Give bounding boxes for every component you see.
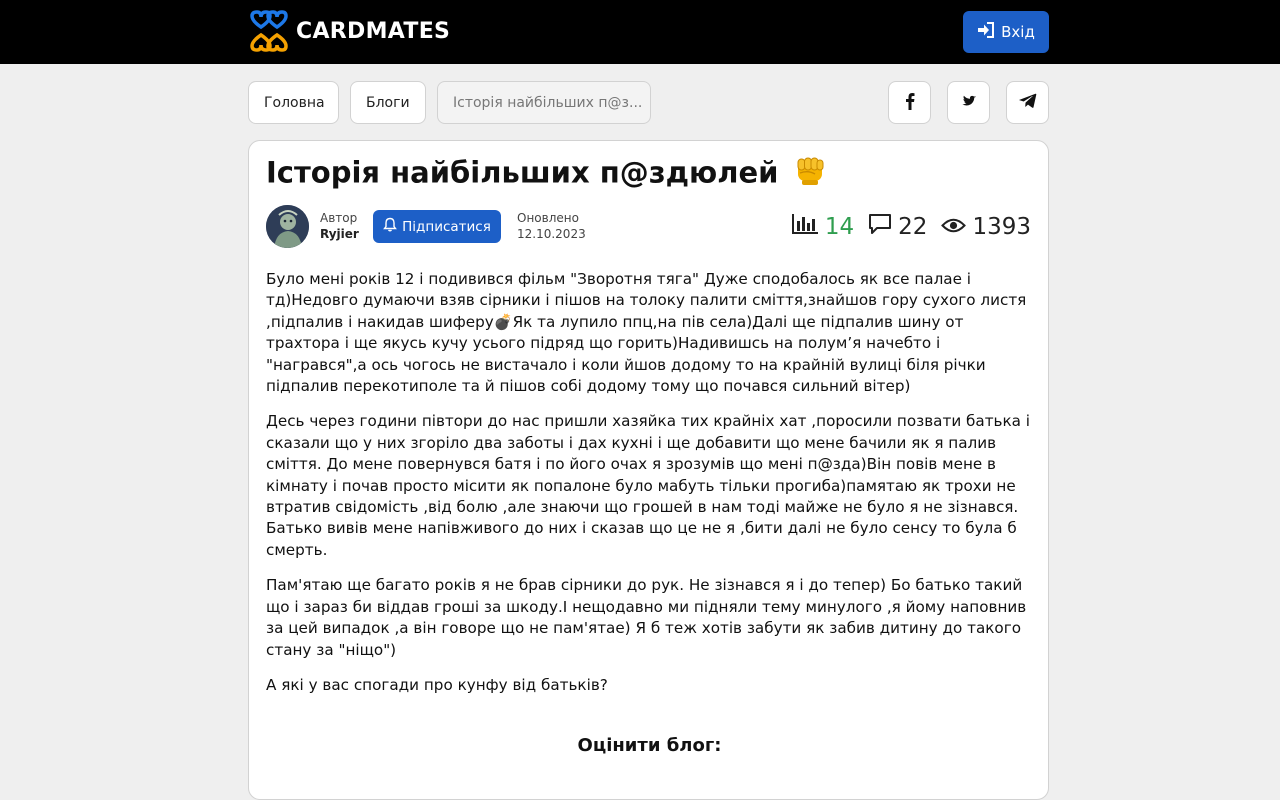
login-label: Вхід: [1001, 23, 1035, 41]
eye-icon: [941, 214, 972, 240]
comment-icon: [868, 213, 898, 241]
comments-stat[interactable]: [868, 213, 927, 241]
breadcrumb-current: Історія найбільших п@з...: [437, 81, 651, 124]
updated-date: 12.10.2023: [517, 227, 586, 241]
views-count: 1393: [972, 214, 1031, 240]
share-telegram-button[interactable]: [1006, 81, 1049, 124]
bell-icon: [383, 217, 402, 236]
cardmates-logo-icon: [248, 10, 290, 52]
subscribe-label: Підписатися: [402, 218, 491, 235]
rate-blog-heading: Оцінити блог:: [577, 735, 722, 756]
facebook-icon: [905, 92, 915, 114]
author-label: Автор: [320, 211, 358, 225]
rating-stat: [791, 213, 854, 241]
breadcrumb-home[interactable]: Головна: [248, 81, 339, 124]
sign-in-icon: [977, 22, 1001, 42]
post-paragraph: А які у вас спогади про кунфу від батьків?: [266, 675, 608, 694]
post-paragraph: Десь через години півтори до нас пришли хазяйка тих крайніх хат ,поросили позвати батька і сказали що у них згоріло два заботы і дах кухні і ще добавити що мене бачили як я палив сміття. До мене повернувся батя і по його очах я зрозумів що мені п@зда)Він повів мене в кімнату і почав просто місити як попалоне було мабуть тільки прогиба)памятаю як трохи не втратив свідомість ,від болю ,але знаючи що грошей в нам тоді майже не було я не зізнався. Батько вивів мене напівживого до них і сказав що це не я ,бити далі не було сенсу то була б смерть.: [266, 412, 1031, 559]
post-stats: [777, 213, 1031, 241]
share-twitter-button[interactable]: [947, 81, 990, 124]
post-content: [266, 269, 1032, 710]
bar-chart-icon: [791, 213, 825, 241]
brand-name: CARDMATES: [296, 18, 451, 44]
comments-count: 22: [898, 214, 928, 240]
author-name[interactable]: Ryjier: [320, 227, 359, 241]
post-title-row: [266, 155, 827, 194]
post-paragraph: Пам'ятаю ще багато років я не брав сірники до рук. Не зізнався я і до тепер) Бо батько такий що і зараз би віддав гроші за шкоду.І нещодавно ми підняли тему минулого ,я йому наповнив за цей випадок ,а він говоре що не пам'ятае) Я б теж хотів забути як забив дитину до такого стану за "ніщо"): [266, 576, 1027, 659]
breadcrumb-blogs[interactable]: Блоги: [350, 81, 426, 124]
post-title: Історія найбільших п@здюлей: [266, 155, 779, 190]
brand-logo[interactable]: [248, 10, 450, 52]
post-card: [248, 140, 1049, 800]
telegram-icon: [1018, 93, 1037, 113]
rating-value: 14: [824, 214, 855, 240]
share-facebook-button[interactable]: [888, 81, 931, 124]
views-stat: [941, 214, 1031, 240]
fist-icon: [793, 155, 827, 194]
twitter-icon: [960, 93, 978, 112]
login-button[interactable]: [963, 11, 1049, 53]
author-avatar[interactable]: [266, 205, 309, 248]
post-paragraph: Було мені років 12 і подивився фільм "Зворотня тяга" Дуже сподобалось як все палае і тд)Недовго думаючи взяв сірники і пішов на толоку палити сміття,знайшов гору сухого листя ,підпалив і накидав шиферу💣Як та лупило ппц,на пів села)Далі ще підпалив шину от трахтора і ще якусь кучу усього підряд що горить)Надивишсь на полум’я начебто і "награвся",а ось чогось не вистачало і коли йшов додому то на крайній вулиці біля річки підпалив перекотиполе та й пішов собі додому тому що почався сильний вітер): [266, 270, 1027, 396]
subscribe-button[interactable]: [373, 210, 501, 243]
updated-label: Оновлено: [517, 211, 579, 225]
top-navbar: [0, 0, 1280, 64]
